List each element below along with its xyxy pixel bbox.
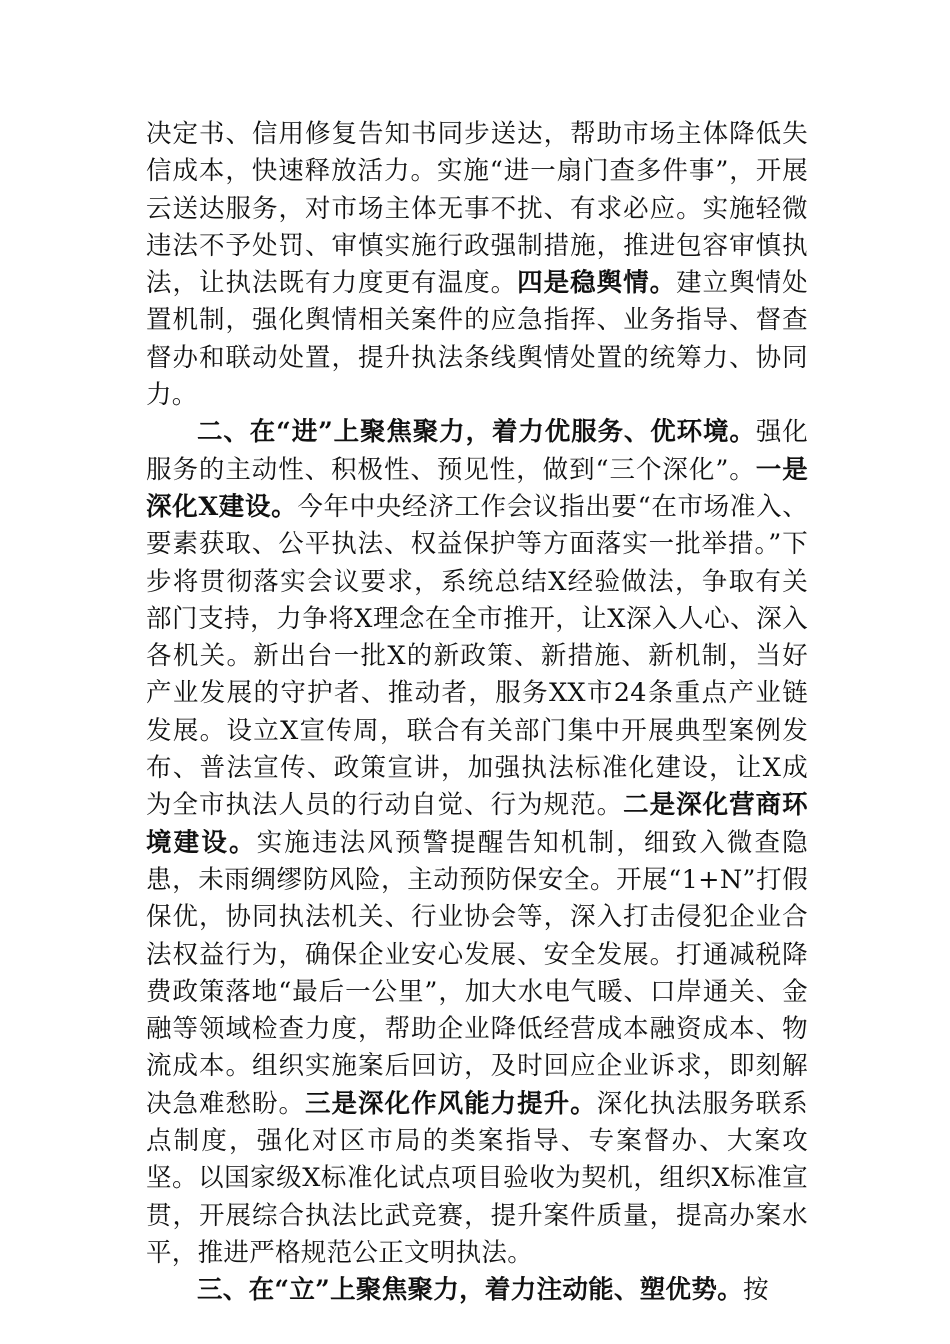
point-one-text: 今年中央经济工作会议指出要“在市场准入、要素获取、公平执法、权益保护等方面落实一批举措。”下步将贯彻落实会议要求，系统总结X经验做法，争取有关部门支持，力争将X理念在全市推开，让X深入人心、深入各机关。新出台一批X的新政策、新措施、新机制，当好产业发展的守护者、推动者，服务XX市24条重点产业链发展。设立X宣传周，联合有关部门集中开展典型案例发布、普法宣传、政策宣讲，加强执法标准化建设，让X成为全市执法人员的行动自觉、行为规范。	[146, 491, 808, 821]
point-one-heading: 一是深化X建设。	[146, 454, 808, 522]
point-three-text: 深化执法服务联系点制度，强化对区市局的类案指导、专案督办、大案攻坚。以国家级X标准化试点项目验收为契机，组织X标准宣贯，开展综合执法比武竞赛，提升案件质量，提高办案水平，推进严格规范公正文明执法。	[146, 1088, 808, 1268]
paragraph-2-intro: 强化服务的主动性、积极性、预见性，做到“三个深化”。	[146, 417, 808, 485]
document-page	[146, 116, 808, 1310]
paragraph-1-text: 决定书、信用修复告知书同步送达，帮助市场主体降低失信成本，快速释放活力。实施“进一扇门查多件事”，开展云送达服务，对市场主体无事不扰、有求必应。实施轻微违法不予处罚、审慎实施行政强制措施，推进包容审慎执法，让执法既有力度更有温度。	[146, 119, 808, 299]
point-three-heading: 三是深化作风能力提升。	[305, 1088, 597, 1119]
paragraph-1-heading-four: 四是稳舆情。	[517, 268, 677, 299]
paragraph-3	[146, 1272, 808, 1309]
paragraph-2	[146, 414, 808, 1272]
section-two-heading: 二、在“进”上聚焦聚力，着力优服务、优环境。	[197, 417, 756, 448]
point-two-heading: 二是深化营商环境建设。	[146, 790, 808, 858]
section-three-heading: 三、在“立”上聚焦聚力，着力注动能、塑优势。	[197, 1275, 743, 1306]
paragraph-3-text: 按	[742, 1275, 769, 1306]
paragraph-1	[146, 116, 808, 414]
point-two-text: 实施违法风预警提醒告知机制，细致入微查隐患，未雨绸缪防风险，主动预防保安全。开展“1+N”打假保优，协同执法机关、行业协会等，深入打击侵犯企业合法权益行为，确保企业安心发展、安全发展。打通减税降费政策落地“最后一公里”，加大水电气暖、口岸通关、金融等领域检查力度，帮助企业降低经营成本融资成本、物流成本。组织实施案后回访，及时回应企业诉求，即刻解决急难愁盼。	[146, 827, 808, 1119]
paragraph-1-text-end: 建立舆情处置机制，强化舆情相关案件的应急指挥、业务指导、督查督办和联动处置，提升执法条线舆情处置的统筹力、协同力。	[146, 268, 808, 411]
